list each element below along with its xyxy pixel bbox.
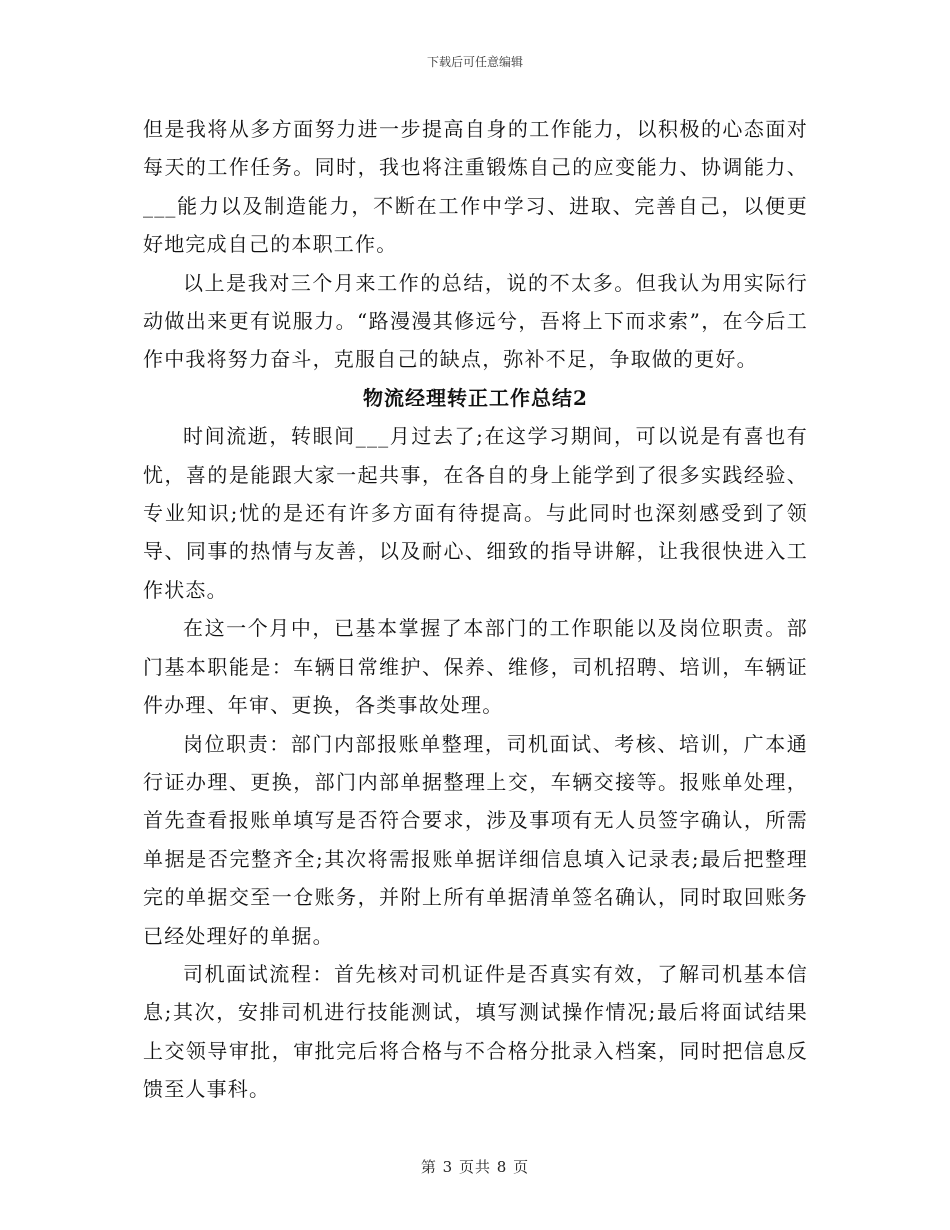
- paragraph-intro: 时间流逝，转眼间___月过去了;在这学习期间，可以说是有喜也有忧，喜的是能跟大家一起共事，在各自的身上能学到了很多实践经验、专业知识;忧的是还有许多方面有待提高。与此同时也深刻感受到了领导、同事的热情与友善，以及耐心、细致的指导讲解，让我很快进入工作状态。: [143, 424, 808, 602]
- paragraph-summary-closing: 以上是我对三个月来工作的总结，说的不太多。但我认为用实际行动做出来更有说服力。“路漫漫其修远兮，吾将上下而求索”，在今后工作中我将努力奋斗，克服自己的缺点，弥补不足，争取做的更好。: [143, 270, 808, 372]
- paragraph-job-duties: 岗位职责：部门内部报账单整理，司机面试、考核、培训，广本通行证办理、更换，部门内部单据整理上交，车辆交接等。报账单处理，首先查看报账单填写是否符合要求，涉及事项有无人员签字确认，所需单据是否完整齐全;其次将需报账单据详细信息填入记录表;最后把整理完的单据交至一仓账务，并附上所有单据清单签名确认，同时取回账务已经处理好的单据。: [143, 731, 808, 948]
- section-title: 物流经理转正工作总结2: [363, 385, 588, 410]
- document-body: [143, 110, 808, 1109]
- paragraph-department-functions: 在这一个月中，已基本掌握了本部门的工作职能以及岗位职责。部门基本职能是：车辆日常维护、保养、维修，司机招聘、培训，车辆证件办理、年审、更换，各类事故处理。: [143, 616, 808, 718]
- paragraph-interview-process: 司机面试流程：首先核对司机证件是否真实有效，了解司机基本信息;其次，安排司机进行技能测试，填写测试操作情况;最后将面试结果上交领导审批，审批完后将合格与不合格分批录入档案，同时把信息反馈至人事科。: [143, 961, 808, 1102]
- header-note: 下载后可任意编辑: [426, 55, 523, 69]
- paragraph-continued: 但是我将从多方面努力进一步提高自身的工作能力，以积极的心态面对每天的工作任务。同时，我也将注重锻炼自己的应变能力、协调能力、___能力以及制造能力，不断在工作中学习、进取、完善自己，以便更好地完成自己的本职工作。: [143, 117, 808, 257]
- page-number: 第 3 页共 8 页: [420, 1158, 530, 1176]
